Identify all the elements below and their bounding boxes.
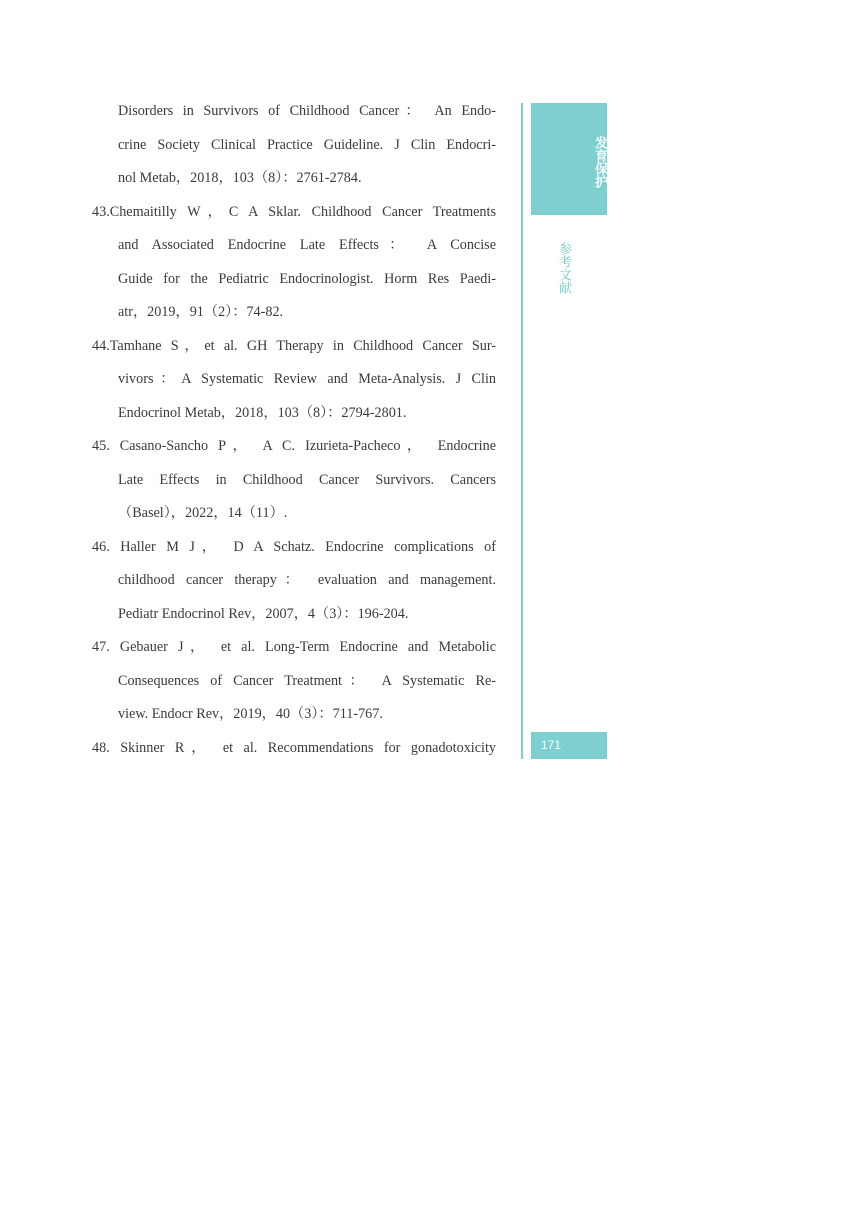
reference-line: 45. Casano-Sancho P， A C. Izurieta-Pacheco， Endocrine bbox=[92, 438, 496, 454]
reference-line: nol Metab，2018，103（8）：2761-2784. bbox=[118, 170, 362, 186]
chapter-tab bbox=[531, 103, 607, 215]
reference-item bbox=[92, 330, 496, 431]
reference-item bbox=[92, 732, 496, 766]
reference-line: Disorders in Survivors of Childhood Cancer： An Endo- bbox=[118, 103, 496, 119]
reference-line: Late Effects in Childhood Cancer Survivors. Cancers bbox=[118, 471, 496, 488]
reference-line: 47. Gebauer J， et al. Long-Term Endocrine and Metabolic bbox=[92, 639, 496, 655]
reference-line: vivors：A Systematic Review and Meta-Analysis. J Clin bbox=[118, 371, 496, 387]
page-number: 171 bbox=[531, 732, 607, 759]
reference-line: crine Society Clinical Practice Guideline. J Clin Endocri- bbox=[118, 136, 496, 153]
reference-line: 48. Skinner R， et al. Recommendations for gonadotoxicity bbox=[92, 739, 496, 756]
reference-item bbox=[92, 196, 496, 330]
reference-line: Endocrinol Metab，2018，103（8）：2794-2801. bbox=[118, 404, 407, 421]
reference-item bbox=[92, 430, 496, 531]
reference-line: Consequences of Cancer Treatment： A Systematic Re- bbox=[118, 672, 496, 689]
reference-item bbox=[92, 631, 496, 732]
reference-line: Pediatr Endocrinol Rev，2007，4（3）：196-204. bbox=[118, 605, 409, 622]
reference-line: Guide for the Pediatric Endocrinologist. Horm Res Paedi- bbox=[118, 270, 496, 287]
reference-line: 44.Tamhane S，et al. GH Therapy in Childhood Cancer Sur- bbox=[92, 337, 496, 354]
reference-line: childhood cancer therapy： evaluation and management. bbox=[118, 572, 496, 588]
reference-line: and Associated Endocrine Late Effects： A Concise bbox=[118, 237, 496, 253]
reference-item bbox=[92, 531, 496, 632]
reference-line: view. Endocr Rev，2019，40（3）：711-767. bbox=[118, 706, 383, 722]
reference-item bbox=[92, 95, 496, 196]
reference-line: 43.Chemaitilly W，C A Sklar. Childhood Cancer Treatments bbox=[92, 203, 496, 220]
reference-line: 46. Haller M J， D A Schatz. Endocrine complications of bbox=[92, 538, 496, 555]
margin-divider bbox=[521, 103, 523, 759]
reference-line: atr，2019，91（2）：74-82. bbox=[118, 304, 284, 320]
reference-line: （Basel），2022，14（11）. bbox=[118, 505, 288, 521]
chapter-title: 发育保护 bbox=[592, 136, 607, 188]
section-label: 参考文献 bbox=[556, 242, 571, 294]
reference-list bbox=[92, 95, 496, 765]
